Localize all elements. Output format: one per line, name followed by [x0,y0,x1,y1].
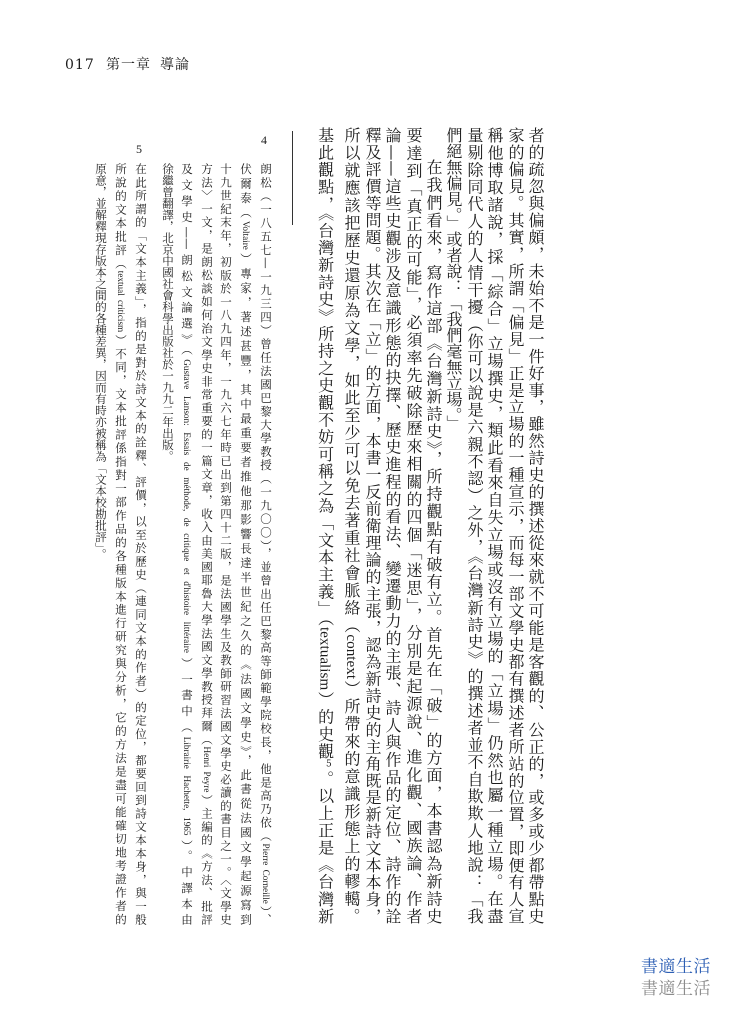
latin-run: Pierre Corneille [261,843,271,904]
body-column: 者的疏忽與偏頗，未始不是一件好事，雖然詩史的撰述從來就不可能是客觀的、公正的，或多或少都帶點史 [526,127,545,924]
latin-run: textual criticism [116,270,126,333]
body-column: 量剔除同代人的人情干擾（你可以說是六親不認）之外，《台灣新詩史》的撰述者並不自欺欺人地說：「我 [465,127,484,924]
footnote-separator [292,131,293,225]
footnote-column: 朗松（一八五七—一九三四）曾任法國巴黎大學教授（一九〇〇），並曾出任巴黎高等師範學院校長，他是高乃依（Pierre Corneille）、 [259,163,273,926]
footnote-number: 5 [136,142,142,156]
watermark-subtext: 書適生活 [641,979,711,999]
body-column: 釋及評價等問題。其次在「立」的方面，本書一反前衛理論的主張，認為新詩史的主角既是新詩文本本身， [363,127,382,924]
footnote-column: 十九世紀末年，初版於一八九四年，一九六七年時已出到第四十二版，是法國學生及教師研習法國文學史必讀的書目之一。〈文學史 [219,163,233,925]
footnote-column: 原意，並解釋現存版本之間的各種差異，因而有時亦被稱為「文本校勘批評」。 [94,163,108,560]
body-column-text: 。以上正是《台灣新 [315,770,335,925]
page-number: 017 [65,57,95,73]
body-column: 們絕無偏見。」或者說：「我們毫無立場。」 [444,127,463,431]
body-column: 要達到「真正的可能」，必須率先破除歷來相關的四個「迷思」，分別是起源說、進化觀、國族論、作者 [404,127,423,924]
body-column-text: 基此觀點，《台灣新詩史》所持之史觀不妨可稱之為「文本主義」（textualism）的史觀 [315,127,335,761]
latin-run: Librairie Hachette, 1965 [182,736,192,836]
footnote-number: 4 [261,133,267,147]
latin-run: Voltaire [241,220,251,250]
footnote-column: 所說的文本批評（textual criticism）不同，文本批評係指對一部作品的各種版本進行研究與分析，它的方法是盡可能確切地考證作者的 [114,163,128,925]
body-column: 論——這些史觀涉及意識形態的抉擇、歷史進程的看法、變遷動力的主張、詩人與作品的定位、詩作的詮 [383,127,402,924]
body-column: 稱他博取諸說，採「綜合」立場撰史，類此看來自失立場或沒有立場的「立場」仍然也屬一種立場。在盡 [485,127,504,924]
footnote-column: 伏爾泰（Voltaire）專家，著述甚豐，其中最重要者推他那影響長達半世紀之久的《法國文學史》，此書從法國文學起源寫到 [239,163,253,926]
body-column [315,127,341,925]
footnote-reference: 5 [326,760,332,770]
footnote-column: 及文學史——朗松文論選》（Gustave Lanson: Essais de méthode, de critique et d'histoire littéraire）一書中（Librairie Hachette, 1965）。中譯本由 [180,163,194,926]
chapter-label: 第一章 [106,57,151,73]
chapter-title: 導論 [160,57,190,73]
footnote-column: 方法〉一文，是朗松談如何治文學史非常重要的一篇文章，收入由美國耶魯大學法國文學教授拜爾（Henri Peyre）主編的《方法、批評 [200,163,214,926]
latin-run: Henri Peyre [202,746,212,793]
latin-run: textualism [316,626,334,691]
watermark-text: 書適生活 [641,957,711,977]
body-column-paragraph-start: 在我們看來，寫作這部《台灣新詩史》，所持觀點有破有立。首先在「破」的方面，本書認為新詩史 [424,159,443,924]
body-column: 家的偏見。其實，所謂「偏見」正是立場的一種宣示，而每一部文學史都有撰述者所站的位置，即便有人宣 [506,127,525,924]
latin-run: Gustave Lanson: Essais de méthode, de critique et d'histoire littéraire [182,359,192,653]
body-column: 所以就應該把歷史還原為文學，如此至少可以免去著重社會脈絡（context）所帶來的意識形態上的轇轕。 [342,127,361,925]
latin-run: context [343,634,360,680]
footnote-column: 徐繼曾翻譯，北京中國社會科學出版社於一九九二年出版。 [161,163,175,462]
footnote-column: 在此所謂的「文本主義」，指的是對於詩文本的詮釋、評價，以至於歷史（連同文本的作者）的定位，都要回到詩文本本身，與一般 [134,163,148,925]
